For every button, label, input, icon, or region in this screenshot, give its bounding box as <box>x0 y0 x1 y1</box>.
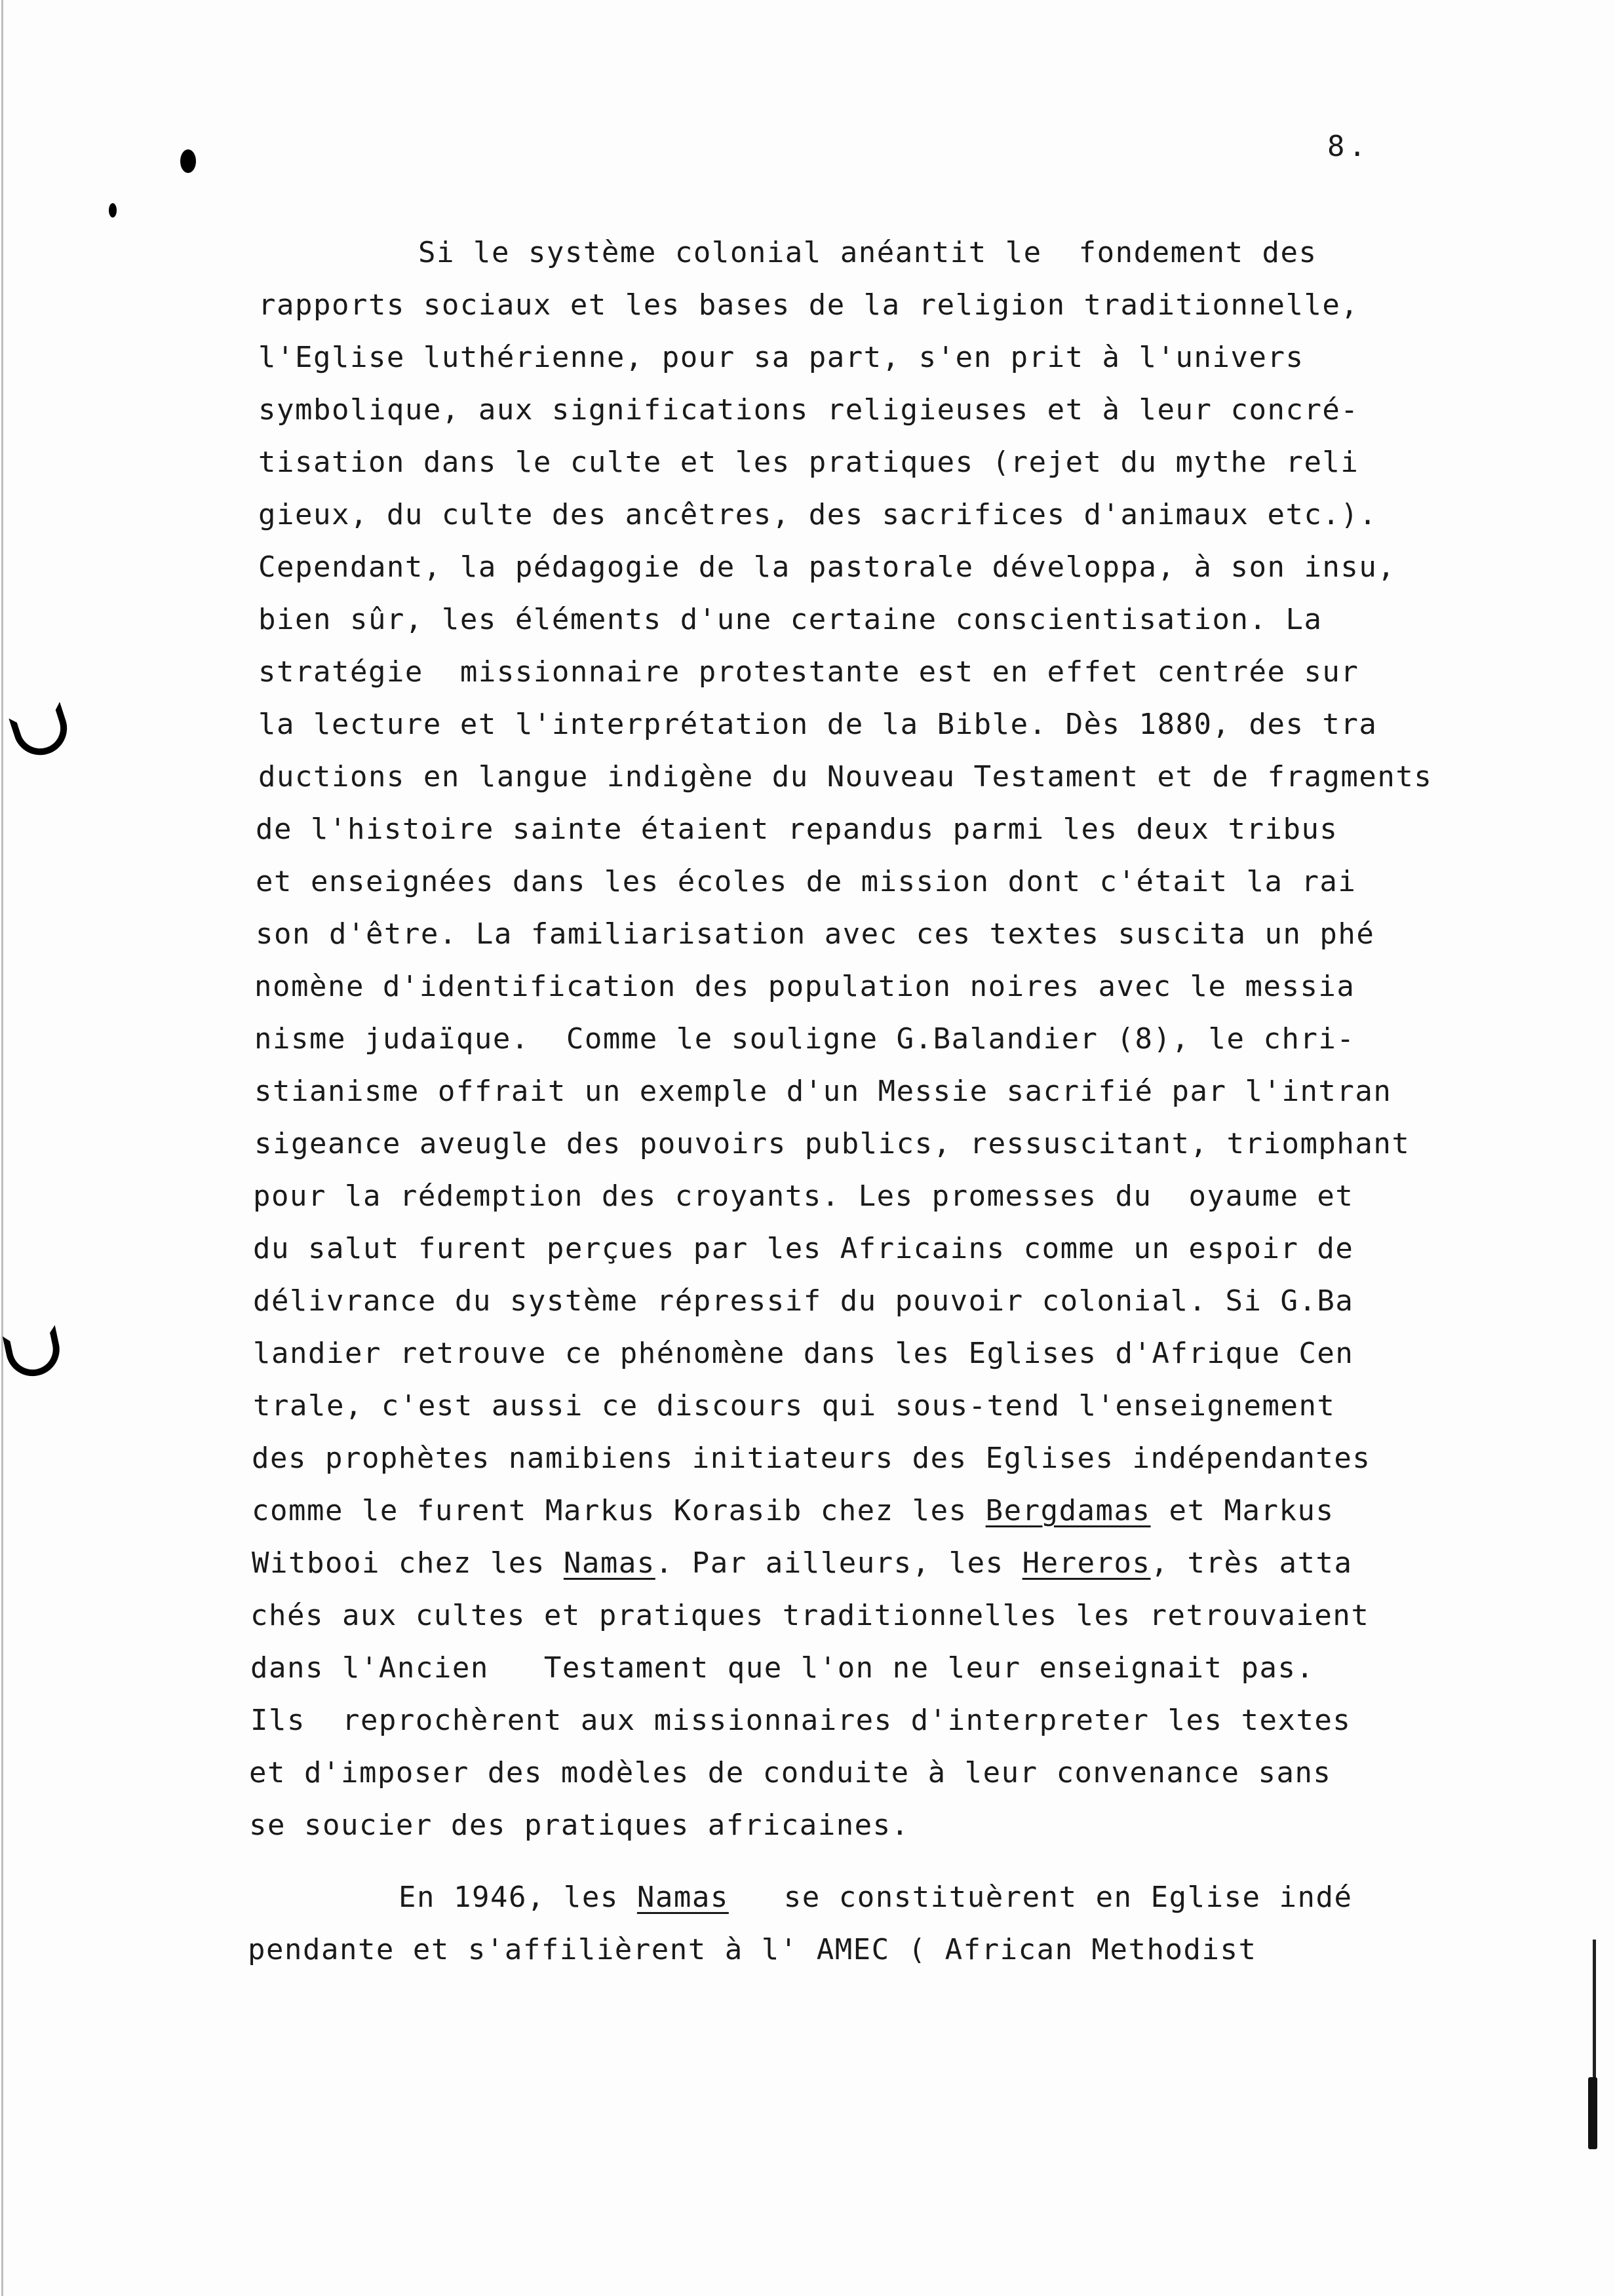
text-line: Cependant, la pédagogie de la pastorale développa, à son insu, <box>258 550 1396 584</box>
text-line: et d'imposer des modèles de conduite à leur convenance sans <box>249 1756 1332 1789</box>
scan-speck <box>180 149 196 173</box>
scan-edge-left <box>1 0 3 2296</box>
text-line: l'Eglise luthérienne, pour sa part, s'en prit à l'univers <box>258 341 1304 374</box>
scan-edge-mark <box>1588 2077 1597 2149</box>
scan-speck <box>109 203 117 218</box>
text-line: nomène d'identification des population noires avec le messia <box>254 970 1355 1003</box>
text-line: pour la rédemption des croyants. Les promesses du oyaume et <box>253 1179 1354 1213</box>
text-line: stratégie missionnaire protestante est en effet centrée sur <box>258 655 1359 689</box>
text-line: des prophètes namibiens initiateurs des Eglises indépendantes <box>252 1442 1371 1475</box>
text-line: En 1946, les Namas se constituèrent en Eglise indé <box>399 1881 1353 1914</box>
text-line: sigeance aveugle des pouvoirs publics, ressuscitant, triomphant <box>254 1127 1411 1160</box>
text-line: rapports sociaux et les bases de la religion traditionnelle, <box>258 288 1359 322</box>
text-line: chés aux cultes et pratiques traditionnelles les retrouvaient <box>250 1599 1370 1632</box>
page-number: 8. <box>1327 130 1370 163</box>
text-line: Si le système colonial anéantit le fondement des <box>418 236 1317 269</box>
text-line: dans l'Ancien Testament que l'on ne leur enseignait pas. <box>250 1651 1315 1685</box>
text-line: nisme judaïque. Comme le souligne G.Balandier (8), le chri- <box>254 1022 1355 1056</box>
text-line: de l'histoire sainte étaient repandus parmi les deux tribus <box>256 813 1338 846</box>
text-line: la lecture et l'interprétation de la Bible. Dès 1880, des tra <box>258 708 1378 741</box>
text-line: du salut furent perçues par les Africains comme un espoir de <box>253 1232 1354 1265</box>
underlined-term: Bergdamas <box>985 1494 1151 1527</box>
text-line: tisation dans le culte et les pratiques (rejet du mythe reli <box>258 446 1359 479</box>
text-line: se soucier des pratiques africaines. <box>249 1808 910 1842</box>
text-line: bien sûr, les éléments d'une certaine conscientisation. La <box>258 603 1323 636</box>
text-line: pendante et s'affilièrent à l' AMEC ( African Methodist <box>248 1933 1257 1966</box>
text-line: Ils reprochèrent aux missionnaires d'interpreter les textes <box>250 1704 1352 1737</box>
text-line: et enseignées dans les écoles de mission dont c'était la rai <box>256 865 1357 898</box>
text-line: comme le furent Markus Korasib chez les Bergdamas et Markus <box>252 1494 1334 1527</box>
punch-hole-mark <box>3 1325 65 1381</box>
punch-hole-mark <box>9 702 74 762</box>
underlined-term: Hereros <box>1022 1546 1151 1580</box>
text-line: son d'être. La familiarisation avec ces textes suscita un phé <box>256 917 1375 951</box>
text-line: landier retrouve ce phénomène dans les Eglises d'Afrique Cen <box>253 1337 1354 1370</box>
text-line: Witbooi chez les Namas. Par ailleurs, les Hereros, très atta <box>252 1546 1353 1580</box>
text-line: délivrance du système répressif du pouvoir colonial. Si G.Ba <box>253 1284 1354 1318</box>
text-line: symbolique, aux significations religieuses et à leur concré- <box>258 393 1359 427</box>
text-line: stianisme offrait un exemple d'un Messie sacrifié par l'intran <box>254 1075 1392 1108</box>
text-line: ductions en langue indigène du Nouveau Testament et de fragments <box>258 760 1433 794</box>
underlined-term: Namas <box>563 1546 655 1580</box>
text-line: gieux, du culte des ancêtres, des sacrifices d'animaux etc.). <box>258 498 1378 531</box>
underlined-term: Namas <box>636 1881 729 1914</box>
text-line: trale, c'est aussi ce discours qui sous-tend l'enseignement <box>253 1389 1336 1423</box>
